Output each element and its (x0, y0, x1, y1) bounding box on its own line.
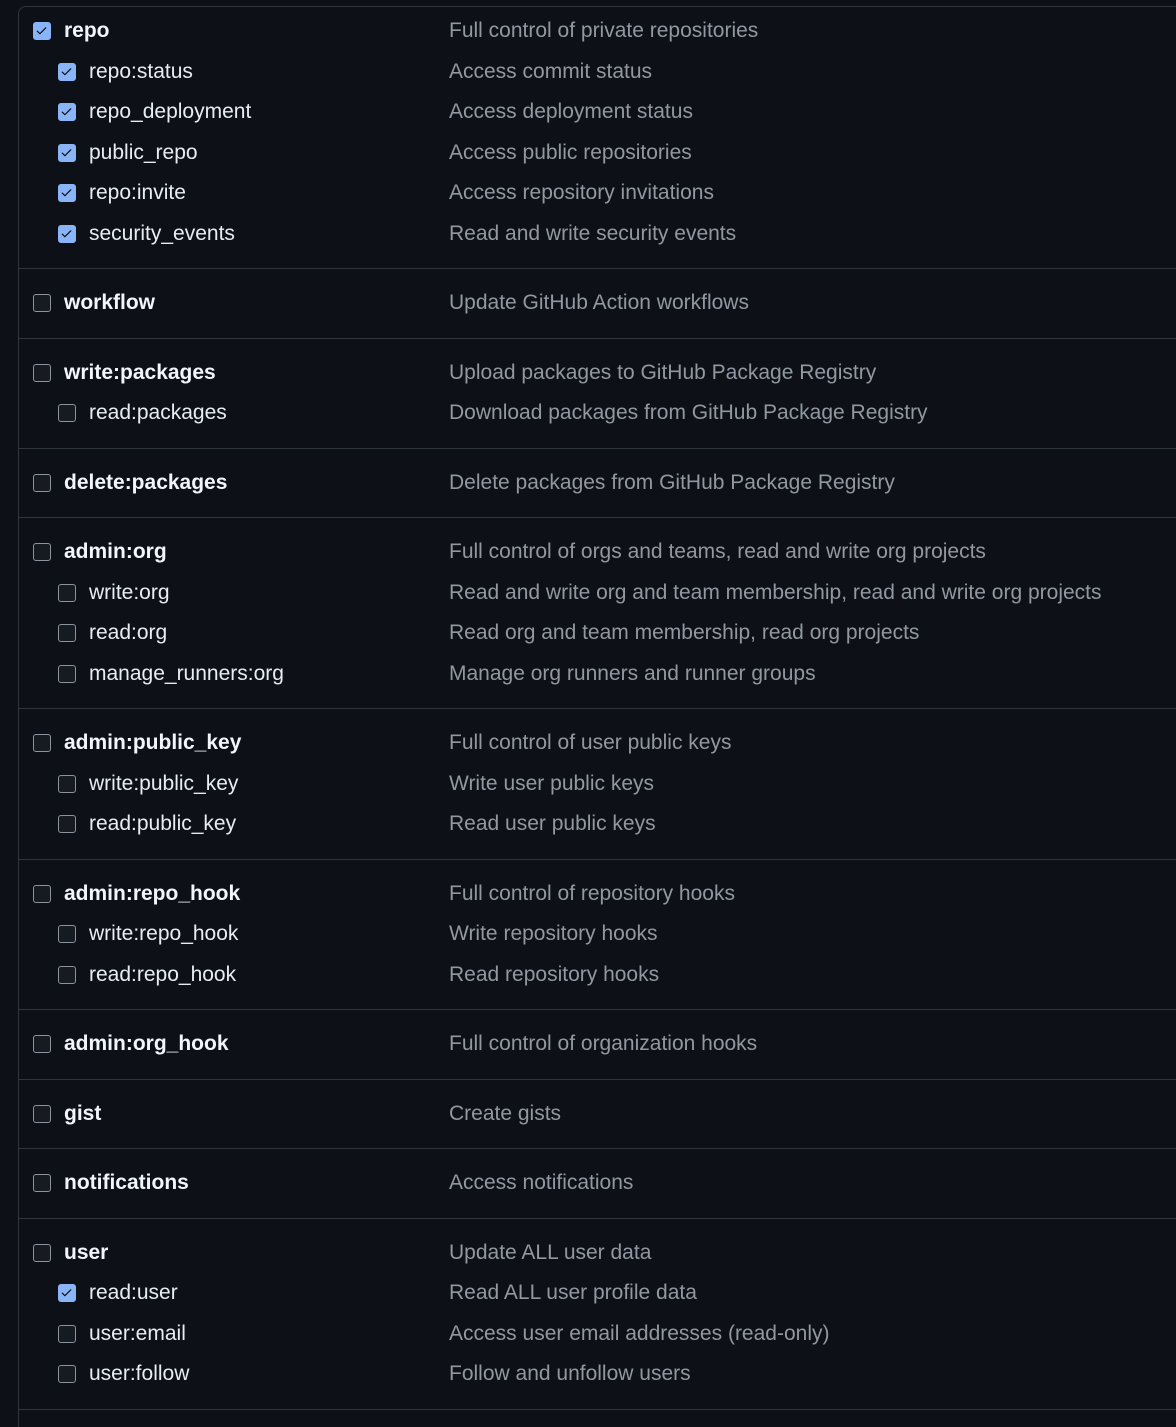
scope-description: Access deployment status (449, 100, 693, 123)
scope-divider (19, 268, 1176, 269)
scope-name[interactable]: read:packages (89, 401, 227, 424)
scope-description: Full control of private repositories (449, 19, 759, 42)
scope-name[interactable]: delete:packages (64, 470, 228, 494)
scope-name[interactable]: user:follow (89, 1362, 190, 1385)
checkbox-admin-repo-hook[interactable] (33, 885, 51, 903)
scope-name[interactable]: repo:invite (89, 181, 186, 204)
scope-name[interactable]: gist (64, 1101, 102, 1125)
scope-description: Access repository invitations (449, 181, 714, 204)
scope-description: Manage org runners and runner groups (449, 661, 816, 685)
checkmark-icon (60, 65, 73, 78)
scope-row-write-repo-hook[interactable] (19, 914, 1176, 954)
scope-row-read-repo-hook[interactable] (19, 955, 1176, 995)
scope-row-repo-status[interactable] (19, 52, 1176, 92)
scope-row-admin-public-key[interactable] (19, 723, 1176, 763)
checkbox-read-user[interactable] (58, 1284, 76, 1302)
scope-name[interactable]: read:org (89, 621, 168, 644)
checkbox-write-public-key[interactable] (58, 775, 76, 793)
scope-description: Update GitHub Action workflows (449, 291, 749, 314)
scope-description: Read user public keys (449, 812, 656, 835)
scope-description: Read ALL user profile data (449, 1281, 697, 1304)
scope-name[interactable]: write:packages (64, 360, 216, 384)
scope-divider (19, 859, 1176, 860)
scope-name[interactable]: read:user (89, 1281, 178, 1304)
checkmark-icon (60, 146, 73, 159)
scope-row-read-org[interactable] (19, 613, 1176, 653)
scope-description: Write user public keys (449, 771, 655, 795)
scope-name[interactable]: admin:public_key (64, 731, 242, 754)
scope-row-workflow[interactable] (19, 283, 1176, 323)
scope-description: Write repository hooks (449, 922, 658, 945)
scope-name[interactable]: write:org (89, 580, 170, 604)
scope-name[interactable]: admin:repo_hook (64, 881, 241, 905)
scope-row-repo-deployment[interactable] (19, 92, 1176, 132)
checkbox-write-org[interactable] (58, 584, 76, 602)
checkbox-admin-org[interactable] (33, 543, 51, 561)
checkbox-workflow[interactable] (33, 294, 51, 312)
checkbox-delete-packages[interactable] (33, 474, 51, 492)
scope-divider (19, 1409, 1176, 1410)
scope-name[interactable]: security_events (89, 221, 235, 245)
scope-row-write-packages[interactable] (19, 353, 1176, 393)
scope-name[interactable]: notifications (64, 1171, 189, 1194)
scope-description: Access public repositories (449, 140, 692, 164)
checkbox-write-packages[interactable] (33, 364, 51, 382)
scope-name[interactable]: repo:status (89, 59, 193, 83)
scope-row-write-org[interactable] (19, 573, 1176, 613)
checkbox-read-org[interactable] (58, 624, 76, 642)
scope-description: Full control of user public keys (449, 731, 732, 754)
scope-description: Full control of repository hooks (449, 881, 735, 905)
scope-name[interactable]: write:public_key (89, 771, 239, 795)
scope-row-user-follow[interactable] (19, 1354, 1176, 1394)
scope-name[interactable]: admin:org_hook (64, 1032, 229, 1055)
scope-row-gist[interactable] (19, 1094, 1176, 1134)
checkbox-user-follow[interactable] (58, 1365, 76, 1383)
checkbox-read-packages[interactable] (58, 404, 76, 422)
scope-description: Read and write org and team membership, read and write org projects (449, 580, 1102, 604)
scope-row-write-public-key[interactable] (19, 764, 1176, 804)
scope-description: Follow and unfollow users (449, 1362, 691, 1385)
scope-divider (19, 1009, 1176, 1010)
checkbox-write-repo-hook[interactable] (58, 925, 76, 943)
scope-row-notifications[interactable] (19, 1163, 1176, 1203)
checkbox-user[interactable] (33, 1244, 51, 1262)
checkbox-repo[interactable] (33, 22, 51, 40)
checkbox-repo-deployment[interactable] (58, 103, 76, 121)
scope-description: Full control of organization hooks (449, 1032, 758, 1055)
scope-description: Full control of orgs and teams, read and write org projects (449, 540, 986, 563)
scope-description: Access user email addresses (read-only) (449, 1321, 830, 1345)
checkbox-public-repo[interactable] (58, 144, 76, 162)
checkmark-icon (60, 186, 73, 199)
checkbox-repo-invite[interactable] (58, 184, 76, 202)
scope-name[interactable]: workflow (64, 291, 156, 314)
scope-row-delete-packages[interactable] (19, 463, 1176, 503)
checkmark-icon (60, 227, 73, 240)
scope-name[interactable]: read:public_key (89, 812, 237, 835)
scope-divider (19, 1148, 1176, 1149)
scope-row-user[interactable] (19, 1233, 1176, 1273)
scope-name[interactable]: read:repo_hook (89, 962, 237, 986)
checkbox-security-events[interactable] (58, 225, 76, 243)
scope-row-repo-invite[interactable] (19, 173, 1176, 213)
checkbox-admin-org-hook[interactable] (33, 1035, 51, 1053)
scope-divider (19, 1218, 1176, 1219)
checkmark-icon (35, 24, 48, 37)
scope-description: Read and write security events (449, 221, 737, 245)
checkbox-notifications[interactable] (33, 1174, 51, 1192)
scope-divider (19, 338, 1176, 339)
scope-divider (19, 708, 1176, 709)
checkbox-gist[interactable] (33, 1105, 51, 1123)
scope-name[interactable]: manage_runners:org (89, 661, 284, 685)
checkmark-icon (60, 1286, 73, 1299)
checkbox-read-public-key[interactable] (58, 815, 76, 833)
scope-name[interactable]: user:email (89, 1321, 186, 1345)
scope-description: Delete packages from GitHub Package Registry (449, 470, 895, 494)
scope-row-read-user[interactable] (19, 1273, 1176, 1313)
scope-description: Update ALL user data (449, 1240, 652, 1264)
scope-description: Create gists (449, 1101, 562, 1125)
scope-row-read-public-key[interactable] (19, 804, 1176, 844)
scope-row-repo[interactable] (19, 11, 1176, 51)
scope-description: Download packages from GitHub Package Registry (449, 401, 928, 424)
scope-description: Read org and team membership, read org projects (449, 621, 920, 644)
scope-description: Read repository hooks (449, 962, 660, 986)
scope-row-user-email[interactable] (19, 1314, 1176, 1354)
scope-divider (19, 1079, 1176, 1080)
scope-name[interactable]: repo_deployment (89, 100, 252, 123)
scope-name[interactable]: admin:org (64, 540, 167, 563)
scope-row-security-events[interactable] (19, 214, 1176, 254)
scope-divider (19, 448, 1176, 449)
scope-row-public-repo[interactable] (19, 133, 1176, 173)
scope-row-admin-org[interactable] (19, 532, 1176, 572)
scope-name[interactable]: public_repo (89, 140, 198, 164)
checkmark-icon (60, 105, 73, 118)
checkbox-user-email[interactable] (58, 1325, 76, 1343)
scope-divider (19, 517, 1176, 518)
scope-name[interactable]: repo (64, 19, 110, 42)
checkbox-read-repo-hook[interactable] (58, 966, 76, 984)
scope-row-admin-repo-hook[interactable] (19, 874, 1176, 914)
scope-description: Access notifications (449, 1171, 634, 1194)
checkbox-manage-runners-org[interactable] (58, 665, 76, 683)
scope-row-admin-org-hook[interactable] (19, 1024, 1176, 1064)
checkbox-admin-public-key[interactable] (33, 734, 51, 752)
scope-name[interactable]: user (64, 1240, 109, 1264)
scope-row-read-packages[interactable] (19, 393, 1176, 433)
scope-name[interactable]: write:repo_hook (89, 922, 239, 945)
checkbox-repo-status[interactable] (58, 63, 76, 81)
scope-description: Access commit status (449, 59, 653, 83)
scope-row-manage-runners-org[interactable] (19, 654, 1176, 694)
scope-description: Upload packages to GitHub Package Registry (449, 360, 877, 384)
